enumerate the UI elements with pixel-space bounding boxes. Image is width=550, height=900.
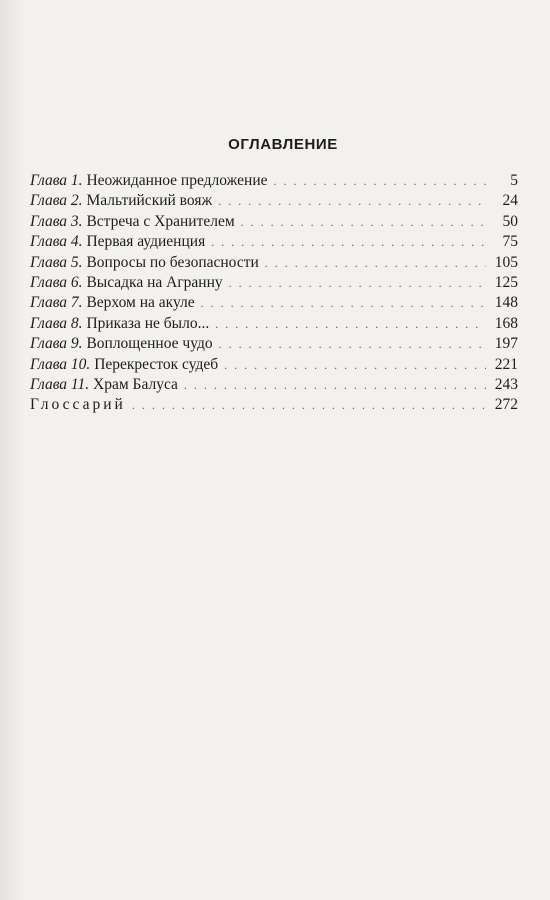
table-of-contents <box>30 136 518 416</box>
chapter-number: Глава 7. <box>30 294 83 312</box>
dot-leader <box>241 212 486 232</box>
page-number: 24 <box>502 192 518 210</box>
page-number: 50 <box>502 212 518 230</box>
chapter-number: Глава 9. <box>30 335 83 353</box>
chapter-title: Верхом на акуле <box>86 294 195 312</box>
chapter-title: Вопросы по безопасности <box>86 253 259 271</box>
chapter-number: Глава 8. <box>30 314 83 332</box>
toc-entry <box>30 314 518 334</box>
chapter-title: Храм Балуса <box>93 375 178 393</box>
page-number: 105 <box>494 253 518 271</box>
chapter-title: Неожиданное предложение <box>86 172 268 189</box>
chapter-title: Встреча с Хранителем <box>86 212 235 230</box>
chapter-number: Глава 6. <box>30 273 83 291</box>
dot-leader <box>201 293 486 313</box>
toc-heading: ОГЛАВЛЕНИЕ <box>228 136 338 153</box>
chapter-title: Высадка на Агранну <box>86 273 223 291</box>
page-number: 272 <box>494 396 518 414</box>
toc-entry <box>30 273 518 293</box>
toc-entry-glossary <box>30 395 518 415</box>
dot-leader <box>184 375 486 395</box>
chapter-title: Перекресток судеб <box>94 355 219 373</box>
chapter-number: Глава 2. <box>30 192 83 210</box>
dot-leader <box>274 171 487 191</box>
toc-entry <box>30 212 518 232</box>
chapter-number: Глава 10. <box>30 355 91 373</box>
dot-leader <box>219 334 486 354</box>
toc-entry <box>30 253 518 273</box>
toc-entry <box>30 375 518 395</box>
page-number: 197 <box>494 335 518 353</box>
chapter-number: Глава 3. <box>30 212 83 230</box>
toc-entry <box>30 171 518 191</box>
page-number: 148 <box>494 294 518 312</box>
page-number: 5 <box>510 172 518 189</box>
dot-leader <box>224 355 486 375</box>
page-number: 75 <box>502 233 518 251</box>
dot-leader <box>132 395 486 415</box>
dot-leader <box>229 273 486 293</box>
page-number: 221 <box>494 355 518 373</box>
page-edge-shadow <box>0 0 24 900</box>
toc-entry <box>30 355 518 375</box>
chapter-number: Глава 4. <box>30 233 83 251</box>
chapter-number: Глава 1. <box>30 172 83 189</box>
dot-leader <box>218 191 486 211</box>
chapter-number: Глава 11. <box>30 375 90 393</box>
dot-leader <box>211 232 486 252</box>
toc-entry <box>30 191 518 211</box>
dot-leader <box>215 314 486 334</box>
toc-entry <box>30 293 518 313</box>
chapter-title: Приказа не было... <box>86 314 210 332</box>
page-number: 168 <box>494 314 518 332</box>
glossary-title: Глоссарий <box>30 396 126 414</box>
page-number: 125 <box>494 273 518 291</box>
chapter-title: Мальтийский вояж <box>86 192 213 210</box>
dot-leader <box>265 253 486 273</box>
toc-entry <box>30 334 518 354</box>
chapter-title: Первая аудиенция <box>86 233 206 251</box>
chapter-title: Воплощенное чудо <box>86 335 213 353</box>
toc-entry <box>30 232 518 252</box>
chapter-number: Глава 5. <box>30 253 83 271</box>
page-number: 243 <box>494 375 518 393</box>
